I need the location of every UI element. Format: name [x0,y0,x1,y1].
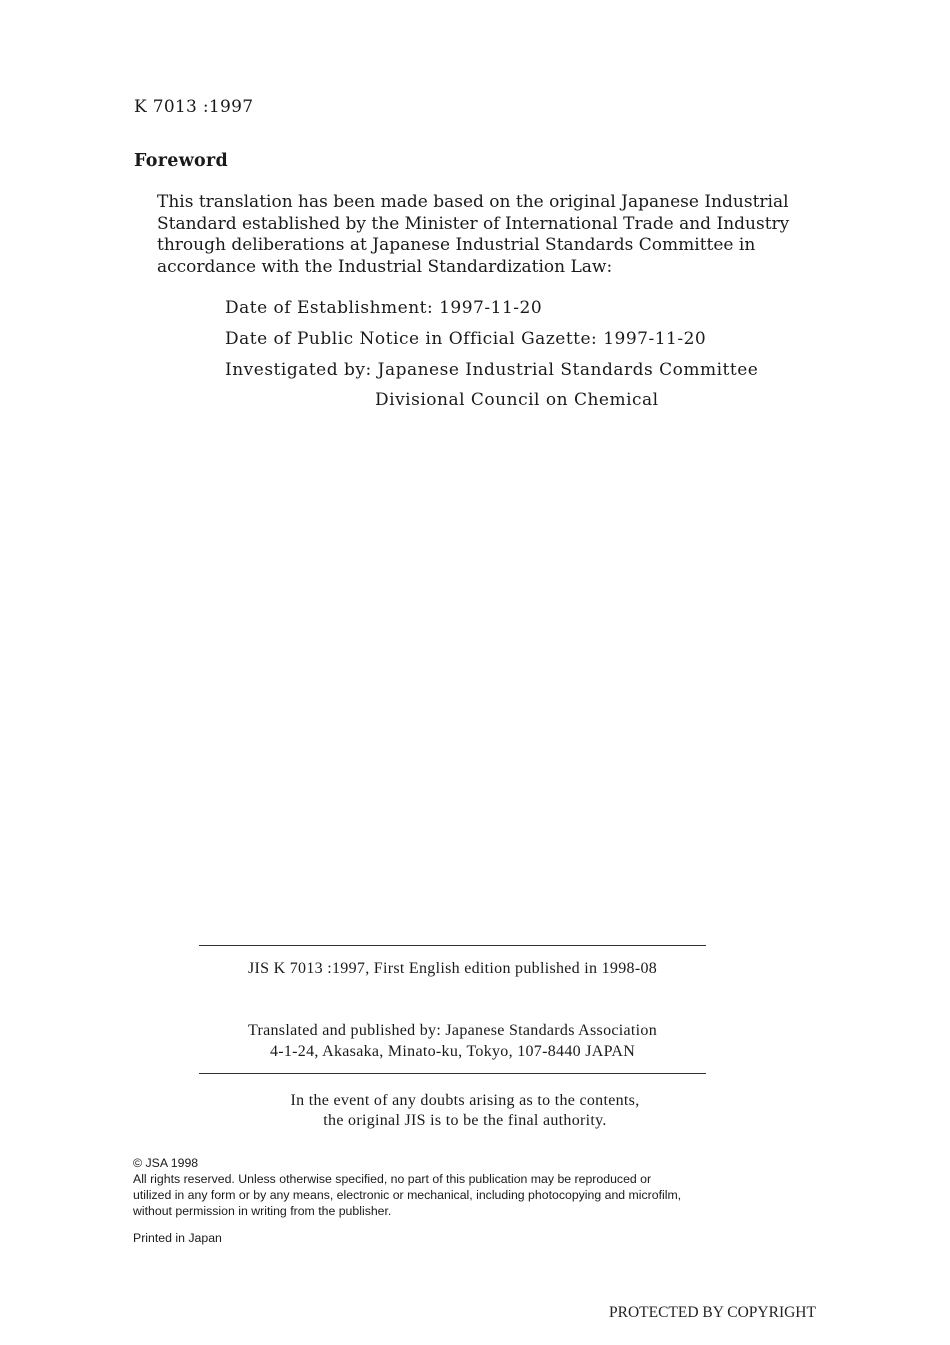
publisher-name: Translated and published by: Japanese Standards Association [247,1022,658,1039]
copyright-line: All rights reserved. Unless otherwise specified, no part of this publication may be reproduced or [133,1172,652,1186]
foreword-intro-paragraph [157,192,797,278]
foreword-heading: Foreword [134,151,229,171]
edition-statement: JIS K 7013 :1997, First English edition published in 1998-08 [247,960,658,977]
publisher-block [199,1020,706,1062]
protected-by-copyright-stamp: PROTECTED BY COPYRIGHT [609,1304,816,1321]
investigated-by: Investigated by: Japanese Industrial Standards Committee [225,360,759,380]
intro-line: This translation has been made based on the original Japanese Industrial [157,192,789,212]
date-of-public-notice: Date of Public Notice in Official Gazette: 1997-11-20 [225,329,707,349]
date-of-establishment: Date of Establishment: 1997-11-20 [225,298,543,318]
investigated-by-council: Divisional Council on Chemical [375,390,659,410]
intro-line: accordance with the Industrial Standardization Law: [157,256,613,277]
authority-line: the original JIS is to be the final authority. [323,1112,607,1129]
publisher-address: 4-1-24, Akasaka, Minato-ku, Tokyo, 107-8440 JAPAN [269,1043,636,1060]
standard-code: K 7013 :1997 [134,97,254,117]
copyright-holder: © JSA 1998 [133,1156,199,1170]
copyright-notice [133,1155,793,1219]
authority-note [160,1091,770,1131]
divider-top [199,945,706,946]
intro-line: through deliberations at Japanese Industrial Standards Committee in [157,235,756,255]
copyright-line: without permission in writing from the publisher. [133,1204,392,1218]
authority-line: In the event of any doubts arising as to the contents, [290,1092,640,1109]
divider-bottom [199,1073,706,1074]
intro-line: Standard established by the Minister of International Trade and Industry [157,213,790,234]
printed-in: Printed in Japan [133,1231,222,1245]
copyright-line: utilized in any form or by any means, electronic or mechanical, including photocopying and microfilm, [133,1188,682,1202]
